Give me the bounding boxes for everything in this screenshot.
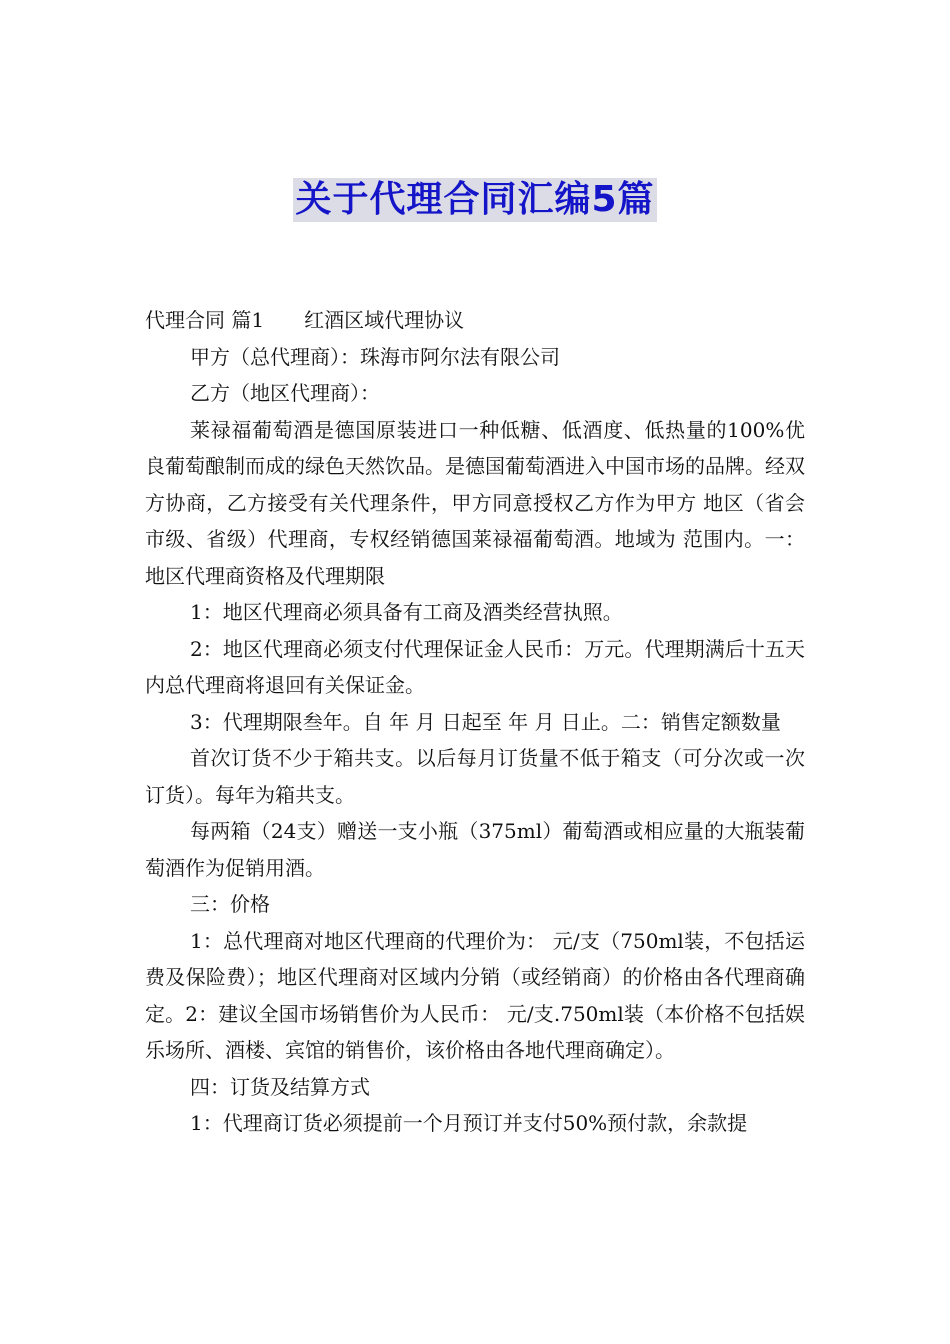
document-body [145,302,805,1142]
paragraph: 2：地区代理商必须支付代理保证金人民币：万元。代理期满后十五天内总代理商将退回有关保证金。 [145,636,805,697]
paragraph: 1：代理商订货必须提前一个月预订并支付50%预付款，余款提 [190,1111,748,1135]
paragraph: 代理合同 篇1 红酒区域代理协议 [145,308,465,332]
paragraph: 首次订货不少于箱共支。以后每月订货量不低于箱支（可分次或一次订货）。每年为箱共支。 [145,746,805,807]
paragraph: 甲方（总代理商）：珠海市阿尔法有限公司 [190,344,560,369]
paragraph: 三：价格 [190,892,270,916]
paragraph: 四：订货及结算方式 [190,1074,370,1099]
paragraph: 1：总代理商对地区代理商的代理价为： 元/支（750ml装，不包括运费及保险费）；地区代理商对区域内分销（或经销商）的价格由各代理商确定。2：建议全国市场销售价为人民币： 元/支.750ml装（本价格不包括娱乐场所、酒楼、宾馆的销售价，该价格由各地代理商确定）。 [145,928,805,1062]
paragraph: 莱禄福葡萄酒是德国原装进口一种低糖、低酒度、低热量的100%优良葡萄酿制而成的绿色天然饮品。是德国葡萄酒进入中国市场的品牌。经双方协商，乙方接受有关代理条件，甲方同意授权乙方作为甲方 地区（省会市级、省级）代理商，专权经销德国莱禄福葡萄酒。地域为 范围内。一：地区代理商资格及代理期限 [145,417,805,588]
paragraph: 乙方（地区代理商）： [190,381,380,405]
document-title: 关于代理合同汇编5篇 [295,179,655,220]
paragraph: 1：地区代理商必须具备有工商及酒类经营执照。 [190,600,623,624]
paragraph: 每两箱（24支）赠送一支小瓶（375ml）葡萄酒或相应量的大瓶装葡萄酒作为促销用酒。 [145,819,805,880]
paragraph: 3：代理期限叁年。自 年 月 日起至 年 月 日止。二：销售定额数量 [190,709,781,734]
